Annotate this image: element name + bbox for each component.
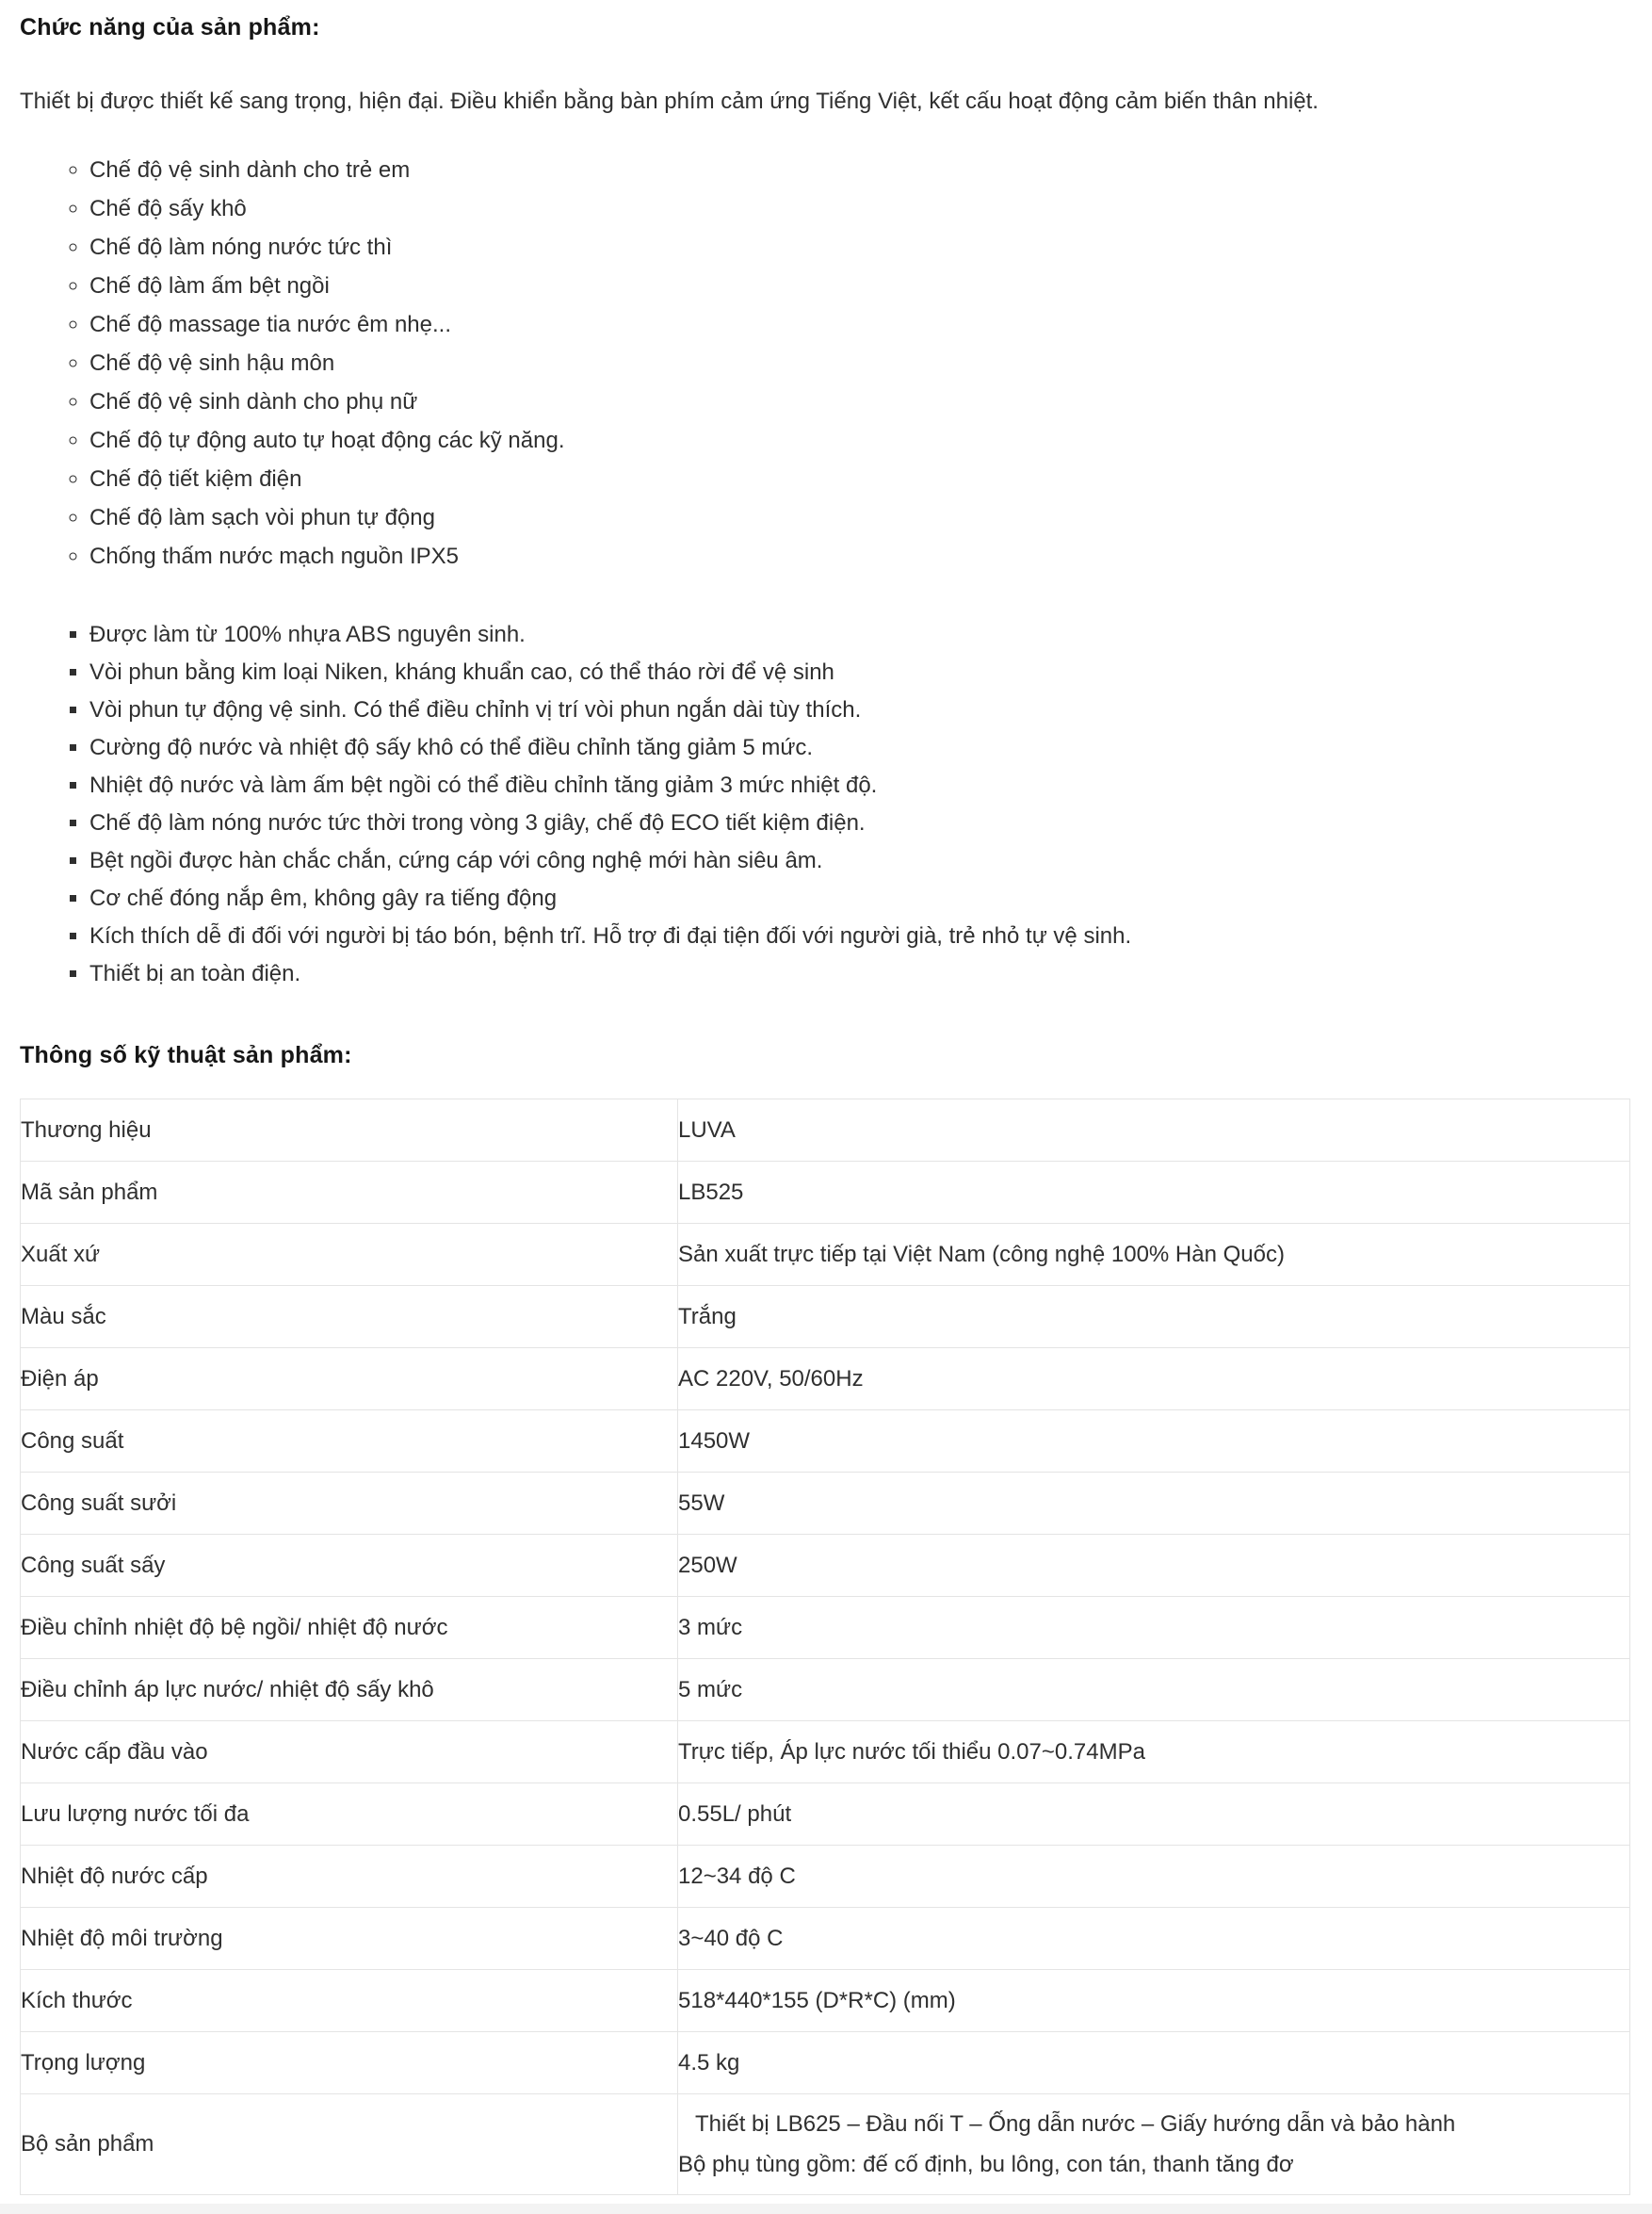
feature-list-item: ▪ Bệt ngồi được hàn chắc chắn, cứng cáp với công nghệ mới hàn siêu âm. (89, 844, 1630, 878)
spec-label: Trọng lượng (21, 2032, 678, 2094)
mode-list-item: ◦ Chế độ làm sạch vòi phun tự động (89, 501, 1630, 535)
spec-row (21, 1597, 1630, 1659)
spec-label: Màu sắc (21, 1286, 678, 1348)
spec-value: LUVA (678, 1099, 1630, 1162)
mode-list-item: ◦ Chế độ vệ sinh hậu môn (89, 347, 1630, 381)
spec-label: Thương hiệu (21, 1099, 678, 1162)
spec-label: Mã sản phẩm (21, 1162, 678, 1224)
mode-list-item: ◦ Chống thấm nước mạch nguồn IPX5 (89, 540, 1630, 574)
feature-list-item: ▪ Vòi phun tự động vệ sinh. Có thể điều chỉnh vị trí vòi phun ngắn dài tùy thích. (89, 693, 1630, 727)
spec-value: 3~40 độ C (678, 1908, 1630, 1970)
spec-row (21, 1970, 1630, 2032)
spec-row (21, 1286, 1630, 1348)
spec-row (21, 1348, 1630, 1410)
spec-value (678, 2094, 1630, 2195)
feature-list-item: ▪ Chế độ làm nóng nước tức thời trong vòng 3 giây, chế độ ECO tiết kiệm điện. (89, 806, 1630, 840)
spec-row (21, 1659, 1630, 1721)
spec-row (21, 2032, 1630, 2094)
mode-list-item: ◦ Chế độ sấy khô (89, 192, 1630, 226)
spec-label: Công suất sưởi (21, 1473, 678, 1535)
functions-heading: Chức năng của sản phẩm: (20, 14, 320, 41)
mode-list-item: ◦ Chế độ làm nóng nước tức thì (89, 231, 1630, 265)
spec-value: 12~34 độ C (678, 1846, 1630, 1908)
mode-list-item: ◦ Chế độ tự động auto tự hoạt động các kỹ năng. (89, 424, 1630, 458)
mode-list-item: ◦ Chế độ làm ấm bệt ngồi (89, 269, 1630, 303)
spec-label: Nước cấp đầu vào (21, 1721, 678, 1783)
spec-value: Trực tiếp, Áp lực nước tối thiểu 0.07~0.74MPa (678, 1721, 1630, 1783)
next-section-edge (0, 2204, 1652, 2214)
spec-label: Bộ sản phẩm (21, 2094, 678, 2195)
feature-list-item: ▪ Kích thích dễ đi đối với người bị táo bón, bệnh trĩ. Hỗ trợ đi đại tiện đối với người già, trẻ nhỏ tự vệ sinh. (89, 920, 1630, 953)
spec-value: 55W (678, 1473, 1630, 1535)
spec-label: Nhiệt độ môi trường (21, 1908, 678, 1970)
spec-row (21, 1908, 1630, 1970)
spec-row (21, 1535, 1630, 1597)
mode-list-item: ◦ Chế độ vệ sinh dành cho trẻ em (89, 154, 1630, 187)
spec-value: 518*440*155 (D*R*C) (mm) (678, 1970, 1630, 2032)
spec-label: Xuất xứ (21, 1224, 678, 1286)
spec-row (21, 1721, 1630, 1783)
intro-paragraph: Thiết bị được thiết kế sang trọng, hiện đại. Điều khiển bằng bàn phím cảm ứng Tiếng Việt, kết cấu hoạt động cảm biến thân nhiệt. (20, 89, 1319, 114)
feature-list-item: ▪ Cơ chế đóng nắp êm, không gây ra tiếng động (89, 882, 1630, 916)
mode-list-item: ◦ Chế độ tiết kiệm điện (89, 463, 1630, 497)
spec-label: Điều chỉnh nhiệt độ bệ ngồi/ nhiệt độ nước (21, 1597, 678, 1659)
spec-value: Trắng (678, 1286, 1630, 1348)
spec-label: Điều chỉnh áp lực nước/ nhiệt độ sấy khô (21, 1659, 678, 1721)
spec-value: 250W (678, 1535, 1630, 1597)
spec-label: Điện áp (21, 1348, 678, 1410)
spec-value-line: Bộ phụ tùng gồm: đế cố định, bu lông, con tán, thanh tăng đơ (678, 2152, 1294, 2177)
mode-list-item: ◦ Chế độ vệ sinh dành cho phụ nữ (89, 385, 1630, 419)
mode-list-item: ◦ Chế độ massage tia nước êm nhẹ... (89, 308, 1630, 342)
spec-value-line: Thiết bị LB625 – Đầu nối T – Ống dẫn nước – Giấy hướng dẫn và bảo hành (695, 2111, 1456, 2137)
spec-value: AC 220V, 50/60Hz (678, 1348, 1630, 1410)
feature-list-item: ▪ Cường độ nước và nhiệt độ sấy khô có thể điều chỉnh tăng giảm 5 mức. (89, 731, 1630, 765)
specs-heading: Thông số kỹ thuật sản phẩm: (20, 1042, 352, 1068)
spec-value: 0.55L/ phút (678, 1783, 1630, 1846)
spec-row (21, 1410, 1630, 1473)
spec-label: Kích thước (21, 1970, 678, 2032)
spec-label: Công suất (21, 1410, 678, 1473)
spec-label: Công suất sấy (21, 1535, 678, 1597)
mode-list (20, 154, 1630, 574)
spec-value: 5 mức (678, 1659, 1630, 1721)
spec-row (21, 1099, 1630, 1162)
feature-list-item: ▪ Vòi phun bằng kim loại Niken, kháng khuẩn cao, có thể tháo rời để vệ sinh (89, 656, 1630, 690)
spec-row (21, 1846, 1630, 1908)
spec-value: 3 mức (678, 1597, 1630, 1659)
spec-label: Nhiệt độ nước cấp (21, 1846, 678, 1908)
spec-label: Lưu lượng nước tối đa (21, 1783, 678, 1846)
spec-row (21, 1783, 1630, 1846)
spec-row (21, 1224, 1630, 1286)
feature-list-item: ▪ Được làm từ 100% nhựa ABS nguyên sinh. (89, 618, 1630, 652)
spec-value: 4.5 kg (678, 2032, 1630, 2094)
specs-table (20, 1099, 1630, 2195)
feature-list (20, 618, 1630, 991)
spec-row (21, 1473, 1630, 1535)
spec-row (21, 2094, 1630, 2195)
spec-value: 1450W (678, 1410, 1630, 1473)
spec-value: Sản xuất trực tiếp tại Việt Nam (công nghệ 100% Hàn Quốc) (678, 1224, 1630, 1286)
spec-row (21, 1162, 1630, 1224)
spec-value: LB525 (678, 1162, 1630, 1224)
feature-list-item: ▪ Thiết bị an toàn điện. (89, 957, 1630, 991)
feature-list-item: ▪ Nhiệt độ nước và làm ấm bệt ngồi có thể điều chỉnh tăng giảm 3 mức nhiệt độ. (89, 769, 1630, 803)
